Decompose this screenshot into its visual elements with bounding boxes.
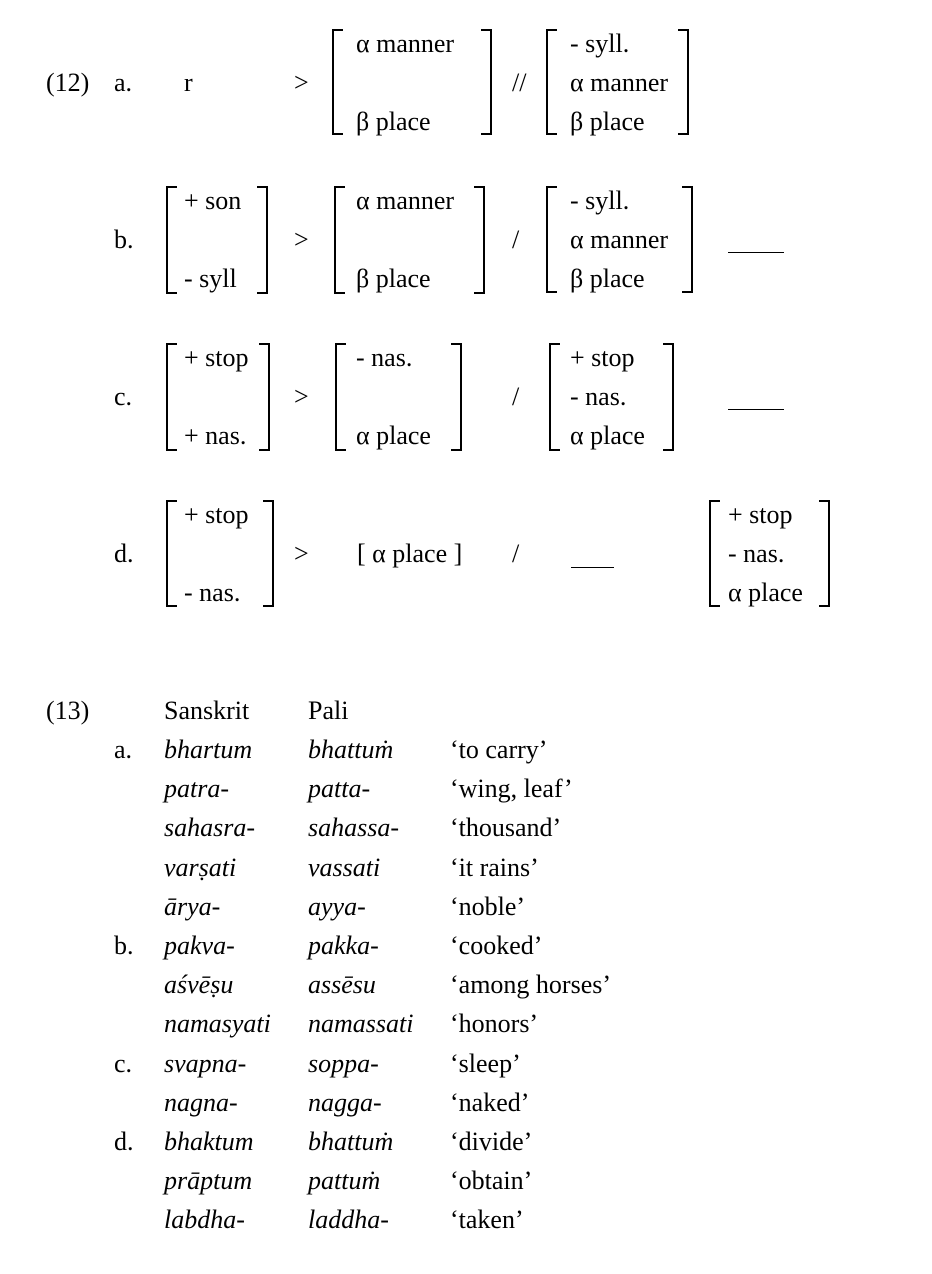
rule-slash: / — [512, 539, 520, 568]
rule-label: d. — [114, 539, 134, 568]
pali-form: bhattuṁ — [308, 1127, 394, 1156]
sanskrit-form: nagna- — [164, 1088, 238, 1117]
row-label: a. — [114, 735, 133, 764]
rule-label: b. — [114, 225, 134, 254]
right-bracket — [259, 343, 270, 451]
left-bracket — [709, 500, 720, 607]
gloss: ‘wing, leaf’ — [450, 774, 573, 803]
pali-form: assēsu — [308, 970, 376, 999]
left-bracket — [332, 29, 343, 135]
sanskrit-form: svapna- — [164, 1049, 247, 1078]
feature: + stop — [184, 343, 249, 372]
feature: - syll. — [570, 186, 630, 215]
gloss: ‘among horses’ — [450, 970, 612, 999]
example-number: (12) — [46, 68, 90, 97]
output-matrix — [335, 343, 462, 451]
gloss: ‘sleep’ — [450, 1049, 521, 1078]
left-bracket — [335, 343, 346, 451]
rule-arrow: > — [294, 382, 309, 411]
input-matrix — [166, 343, 270, 451]
feature: β place — [356, 264, 431, 293]
environment-matrix — [546, 186, 693, 293]
right-bracket — [678, 29, 689, 135]
right-bracket — [682, 186, 693, 293]
sanskrit-form: pakva- — [164, 931, 235, 960]
feature: - nas. — [728, 539, 785, 568]
sanskrit-form: namasyati — [164, 1009, 271, 1038]
rule-arrow: > — [294, 68, 309, 97]
pali-form: ayya- — [308, 892, 366, 921]
feature: + stop — [728, 500, 793, 529]
left-bracket — [166, 343, 177, 451]
gloss: ‘naked’ — [450, 1088, 530, 1117]
right-bracket — [481, 29, 492, 135]
feature: β place — [356, 107, 431, 136]
example-number: (13) — [46, 696, 90, 725]
output-matrix — [334, 186, 485, 294]
feature: + stop — [570, 343, 635, 372]
left-bracket — [546, 29, 557, 135]
pali-form: pattuṁ — [308, 1166, 381, 1195]
input-matrix — [166, 186, 268, 294]
output-matrix — [332, 29, 492, 135]
feature: α manner — [356, 29, 455, 58]
feature: α place — [728, 578, 803, 607]
right-bracket — [451, 343, 462, 451]
sanskrit-form: ārya- — [164, 892, 221, 921]
sanskrit-form: aśvēṣu — [164, 970, 234, 999]
gloss: ‘it rains’ — [450, 853, 539, 882]
gloss: ‘divide’ — [450, 1127, 533, 1156]
right-bracket — [474, 186, 485, 294]
gloss: ‘cooked’ — [450, 931, 543, 960]
right-bracket — [263, 500, 274, 607]
rule-output: [ α place ] — [357, 539, 463, 568]
environment-blank — [728, 409, 784, 410]
column-header-sanskrit: Sanskrit — [164, 696, 250, 725]
pali-form: sahassa- — [308, 813, 400, 842]
left-bracket — [166, 500, 177, 607]
rule-arrow: > — [294, 225, 309, 254]
feature: β place — [570, 264, 645, 293]
rule-label: a. — [114, 68, 133, 97]
gloss: ‘to carry’ — [450, 735, 548, 764]
pali-form: bhattuṁ — [308, 735, 394, 764]
pali-form: pakka- — [308, 931, 379, 960]
environment-matrix — [549, 343, 674, 451]
feature: + stop — [184, 500, 249, 529]
environment-matrix — [709, 500, 830, 607]
rule-input: r — [184, 68, 193, 97]
feature: - nas. — [570, 382, 627, 411]
gloss: ‘taken’ — [450, 1205, 524, 1234]
left-bracket — [334, 186, 345, 294]
column-header-pali: Pali — [308, 696, 349, 725]
feature: α manner — [570, 225, 669, 254]
feature: + son — [184, 186, 242, 215]
pali-form: soppa- — [308, 1049, 379, 1078]
sanskrit-form: patra- — [164, 774, 229, 803]
environment-blank — [571, 567, 614, 568]
pali-form: patta- — [308, 774, 371, 803]
feature: α manner — [570, 68, 669, 97]
right-bracket — [819, 500, 830, 607]
feature: - nas. — [184, 578, 241, 607]
feature: - syll. — [570, 29, 630, 58]
rule-slash: // — [512, 68, 527, 97]
left-bracket — [166, 186, 177, 294]
gloss: ‘honors’ — [450, 1009, 539, 1038]
feature: α manner — [356, 186, 455, 215]
gloss: ‘obtain’ — [450, 1166, 533, 1195]
rule-arrow: > — [294, 539, 309, 568]
pali-form: vassati — [308, 853, 381, 882]
left-bracket — [546, 186, 557, 293]
feature: - syll — [184, 264, 237, 293]
sanskrit-form: sahasra- — [164, 813, 256, 842]
right-bracket — [663, 343, 674, 451]
row-label: b. — [114, 931, 134, 960]
gloss: ‘noble’ — [450, 892, 526, 921]
pali-form: laddha- — [308, 1205, 389, 1234]
rule-label: c. — [114, 382, 133, 411]
feature: α place — [570, 421, 645, 450]
left-bracket — [549, 343, 560, 451]
input-matrix — [166, 500, 274, 607]
pali-form: nagga- — [308, 1088, 382, 1117]
sanskrit-form: bhartum — [164, 735, 253, 764]
right-bracket — [257, 186, 268, 294]
sanskrit-form: varṣati — [164, 853, 237, 882]
gloss: ‘thousand’ — [450, 813, 562, 842]
row-label: c. — [114, 1049, 133, 1078]
rule-slash: / — [512, 225, 520, 254]
sanskrit-form: prāptum — [164, 1166, 253, 1195]
sanskrit-form: labdha- — [164, 1205, 245, 1234]
feature: - nas. — [356, 343, 413, 372]
environment-blank — [728, 252, 784, 253]
feature: β place — [570, 107, 645, 136]
feature: α place — [356, 421, 431, 450]
sanskrit-form: bhaktum — [164, 1127, 254, 1156]
rule-slash: / — [512, 382, 520, 411]
row-label: d. — [114, 1127, 134, 1156]
feature: + nas. — [184, 421, 247, 450]
pali-form: namassati — [308, 1009, 414, 1038]
environment-matrix — [546, 29, 689, 135]
